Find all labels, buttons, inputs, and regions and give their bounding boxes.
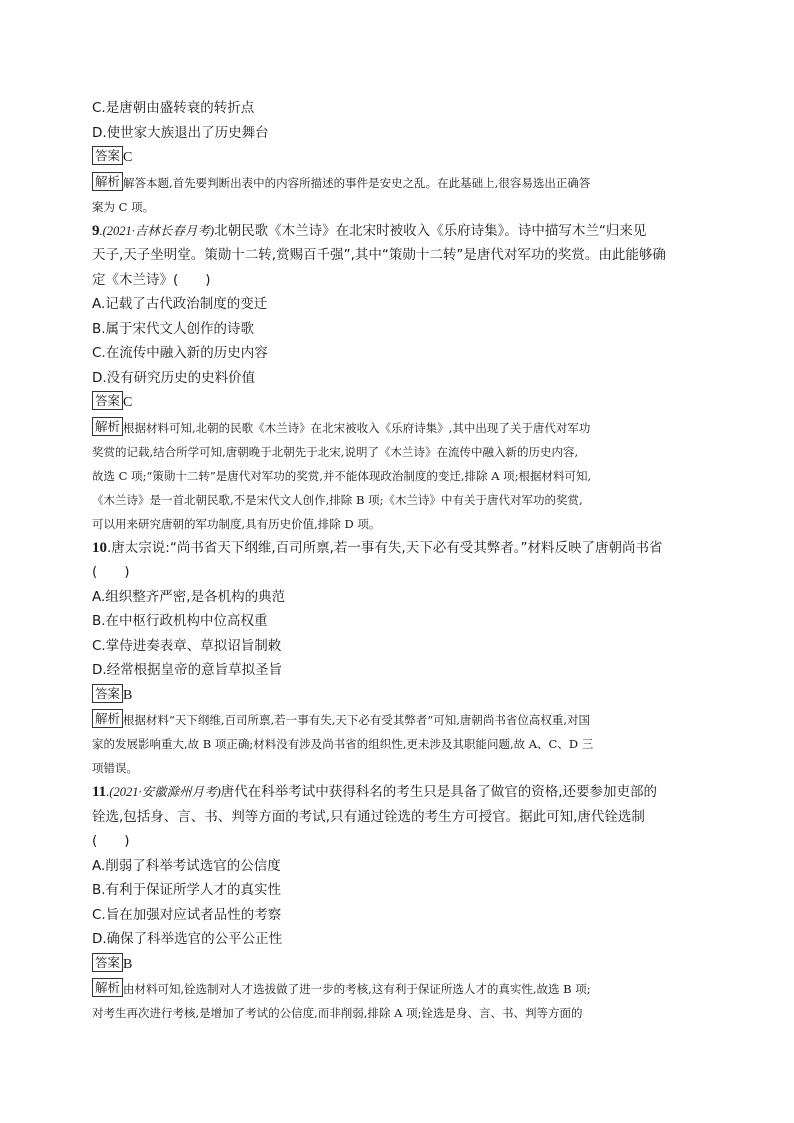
answer-row bbox=[92, 683, 712, 709]
option-d: D.使世家大族退出了历史舞台 bbox=[92, 124, 269, 141]
option-a: A.组织整齐严密,是各机构的典范 bbox=[92, 588, 286, 605]
stem-line: .唐太宗说:“尚书省天下纲维,百司所禀,若一事有失,天下必有受其弊者。”材料反映了唐朝尚书省 bbox=[107, 539, 663, 556]
answer-value: C bbox=[123, 395, 133, 410]
explanation bbox=[92, 171, 704, 219]
question-source: .(2021·吉林长春月考) bbox=[99, 223, 215, 238]
question-11 bbox=[92, 780, 712, 1025]
explanation bbox=[92, 416, 704, 536]
explanation-line: 故选 C 项;“策勋十二转”是唐代对军功的奖赏,并不能体现政治制度的变迁,排除 A 项;根据材料可知, bbox=[92, 468, 592, 483]
explanation-line: 项错误。 bbox=[92, 761, 138, 775]
question-stem bbox=[92, 780, 712, 805]
explanation-line: 家的发展影响重大,故 B 项正确;材料没有涉及尚书省的组织性,更未涉及其职能问题,故 A、C、D 三 bbox=[92, 737, 594, 751]
option-d: D.经常根据皇帝的意旨草拟圣旨 bbox=[92, 662, 283, 678]
question-number: 11 bbox=[92, 784, 107, 800]
explanation bbox=[92, 708, 704, 780]
answer-tag: 答案 bbox=[92, 684, 123, 703]
option-d: D.没有研究历史的史料价值 bbox=[92, 369, 256, 386]
question-number: 10 bbox=[92, 539, 107, 556]
question-stem bbox=[92, 219, 712, 244]
answer-tag: 答案 bbox=[92, 146, 123, 165]
option-c: C.旨在加强对应试者品性的考察 bbox=[92, 906, 282, 923]
stem-line: 铨选,包括身、言、书、判等方面的考试,只有通过铨选的考生方可授官。据此可知,唐代铨选制 bbox=[92, 808, 645, 825]
stem-line: 北朝民歌《木兰诗》在北宋时被收入《乐府诗集》。诗中描写木兰“归来见 bbox=[214, 222, 647, 239]
question-8 bbox=[92, 96, 712, 219]
explanation-line: 对考生再次进行考核,是增加了考试的公信度,而非削弱,排除 A 项;铨选是身、言、书、判等方面的 bbox=[92, 1006, 583, 1020]
question-source: .(2021·安徽滁州月考) bbox=[106, 785, 221, 799]
question-10 bbox=[92, 536, 712, 781]
explanation-tag: 解析 bbox=[92, 417, 123, 436]
explanation-line: 根据材料可知,北朝的民歌《木兰诗》在北宋被收入《乐府诗集》,其中出现了关于唐代对军功 bbox=[123, 420, 591, 435]
answer-value: C bbox=[123, 150, 133, 165]
explanation-tag: 解析 bbox=[92, 709, 123, 728]
explanation-line: 《木兰诗》是一首北朝民歌,不是宋代文人创作,排除 B 项;《木兰诗》中有关于唐代对军功的奖赏, bbox=[92, 492, 583, 507]
question-stem bbox=[92, 536, 712, 561]
explanation-tag: 解析 bbox=[92, 978, 123, 997]
answer-tag: 答案 bbox=[92, 953, 123, 972]
answer-row bbox=[92, 952, 712, 978]
document-page bbox=[92, 96, 712, 1025]
explanation-line: 奖赏的记载,结合所学可知,唐朝晚于北朝先于北宋,说明了《木兰诗》在流传中融入新的历史内容, bbox=[92, 444, 579, 459]
explanation-line: 案为 C 项。 bbox=[92, 199, 155, 214]
stem-line: 天子,天子坐明堂。策勋十二转,赏赐百千强”,其中“策勋十二转”是唐代对军功的奖赏。由此能够确 bbox=[92, 247, 666, 263]
option-a: A.削弱了科举考试选官的公信度 bbox=[92, 857, 281, 874]
option-a: A.记载了古代政治制度的变迁 bbox=[92, 296, 268, 312]
explanation-tag: 解析 bbox=[92, 172, 123, 191]
explanation-line: 可以用来研究唐朝的军功制度,具有历史价值,排除 D 项。 bbox=[92, 516, 381, 531]
stem-line: ( ) bbox=[92, 564, 130, 580]
stem-line: ( ) bbox=[92, 833, 130, 849]
option-b: B.在中枢行政机构中位高权重 bbox=[92, 613, 268, 629]
option-d: D.确保了科举选官的公平公正性 bbox=[92, 931, 283, 947]
option-c: C.掌侍进奏表章、草拟诏旨制敕 bbox=[92, 637, 282, 654]
answer-value: B bbox=[123, 687, 133, 703]
answer-row bbox=[92, 390, 712, 416]
explanation-line: 根据材料“天下纲维,百司所禀,若一事有失,天下必有受其弊者”可知,唐朝尚书省位高权重,对国 bbox=[123, 713, 591, 727]
stem-line: 定《木兰诗》( ) bbox=[92, 271, 211, 288]
option-c: C.是唐朝由盛转衰的转折点 bbox=[92, 100, 255, 116]
explanation-line: 解答本题,首先要判断出表中的内容所描述的事件是安史之乱。在此基础上,很容易选出正确答 bbox=[123, 175, 591, 190]
explanation-line: 由材料可知,铨选制对人才选拔做了进一步的考核,这有利于保证所选人才的真实性,故选 B 项; bbox=[123, 982, 591, 996]
stem-line: 唐代在科举考试中获得科名的考生只是具备了做官的资格,还要参加吏部的 bbox=[220, 784, 658, 800]
option-b: B.属于宋代文人创作的诗歌 bbox=[92, 320, 255, 337]
answer-tag: 答案 bbox=[92, 391, 123, 410]
question-9 bbox=[92, 219, 712, 536]
answer-value: B bbox=[123, 956, 133, 972]
option-b: B.有利于保证所学人才的真实性 bbox=[92, 882, 282, 898]
answer-row bbox=[92, 145, 712, 171]
question-number: 9 bbox=[92, 222, 100, 239]
option-c: C.在流传中融入新的历史内容 bbox=[92, 345, 268, 361]
explanation bbox=[92, 977, 704, 1025]
